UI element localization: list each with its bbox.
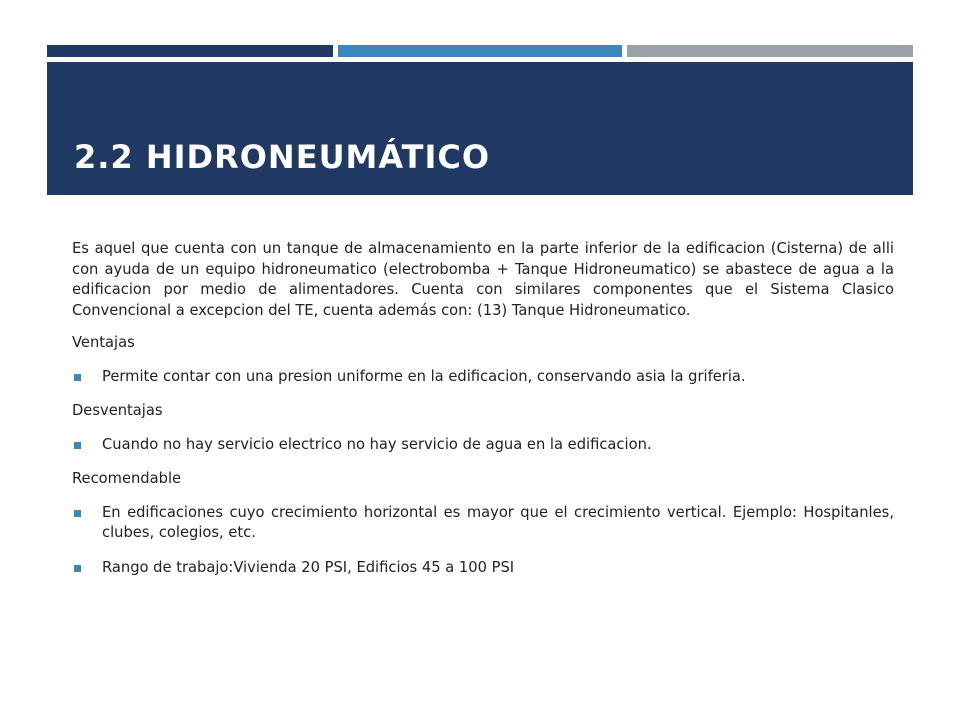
accent-bar-dark: [47, 45, 333, 57]
accent-bar-blue: [338, 45, 622, 57]
list-item: [72, 558, 894, 579]
title-band: [47, 62, 913, 195]
square-bullet-icon: [74, 565, 81, 572]
bullet-text: Cuando no hay servicio electrico no hay servicio de agua en la edificacion.: [102, 435, 652, 453]
bullet-text: Rango de trabajo:Vivienda 20 PSI, Edificios 45 a 100 PSI: [102, 558, 515, 576]
list-item: [72, 435, 894, 456]
list-item: [72, 503, 894, 544]
intro-paragraph: Es aquel que cuenta con un tanque de almacenamiento en la parte inferior de la edificacion (Cisterna) de alli con ayuda de un equipo hidroneumatico (electrobomba + Tanque Hidroneumatico) se abastece de agua a la edificacion por medio de alimentadores. Cuenta con similares componentes que el Sistema Clasico Convencional a excepcion del TE, cuenta además con: (13) Tanque Hidroneumatico.: [72, 240, 894, 319]
list-item: [72, 367, 894, 388]
square-bullet-icon: [74, 510, 81, 517]
accent-bar-gray: [627, 45, 913, 57]
bullet-text: En edificaciones cuyo crecimiento horizontal es mayor que el crecimiento vertical. Ejemplo: Hospitanles, clubes, colegios, etc.: [102, 503, 894, 541]
square-bullet-icon: [74, 442, 81, 449]
bullet-text: Permite contar con una presion uniforme en la edificacion, conservando asia la griferia.: [102, 367, 746, 385]
header-accent-bars: [47, 45, 913, 57]
slide-body: [72, 239, 894, 592]
section-heading-desventajas: Desventajas: [72, 402, 163, 419]
slide-title: 2.2 HIDRONEUMÁTICO: [74, 138, 491, 176]
square-bullet-icon: [74, 374, 81, 381]
section-heading-recomendable: Recomendable: [72, 470, 182, 487]
section-heading-ventajas: Ventajas: [72, 334, 135, 351]
